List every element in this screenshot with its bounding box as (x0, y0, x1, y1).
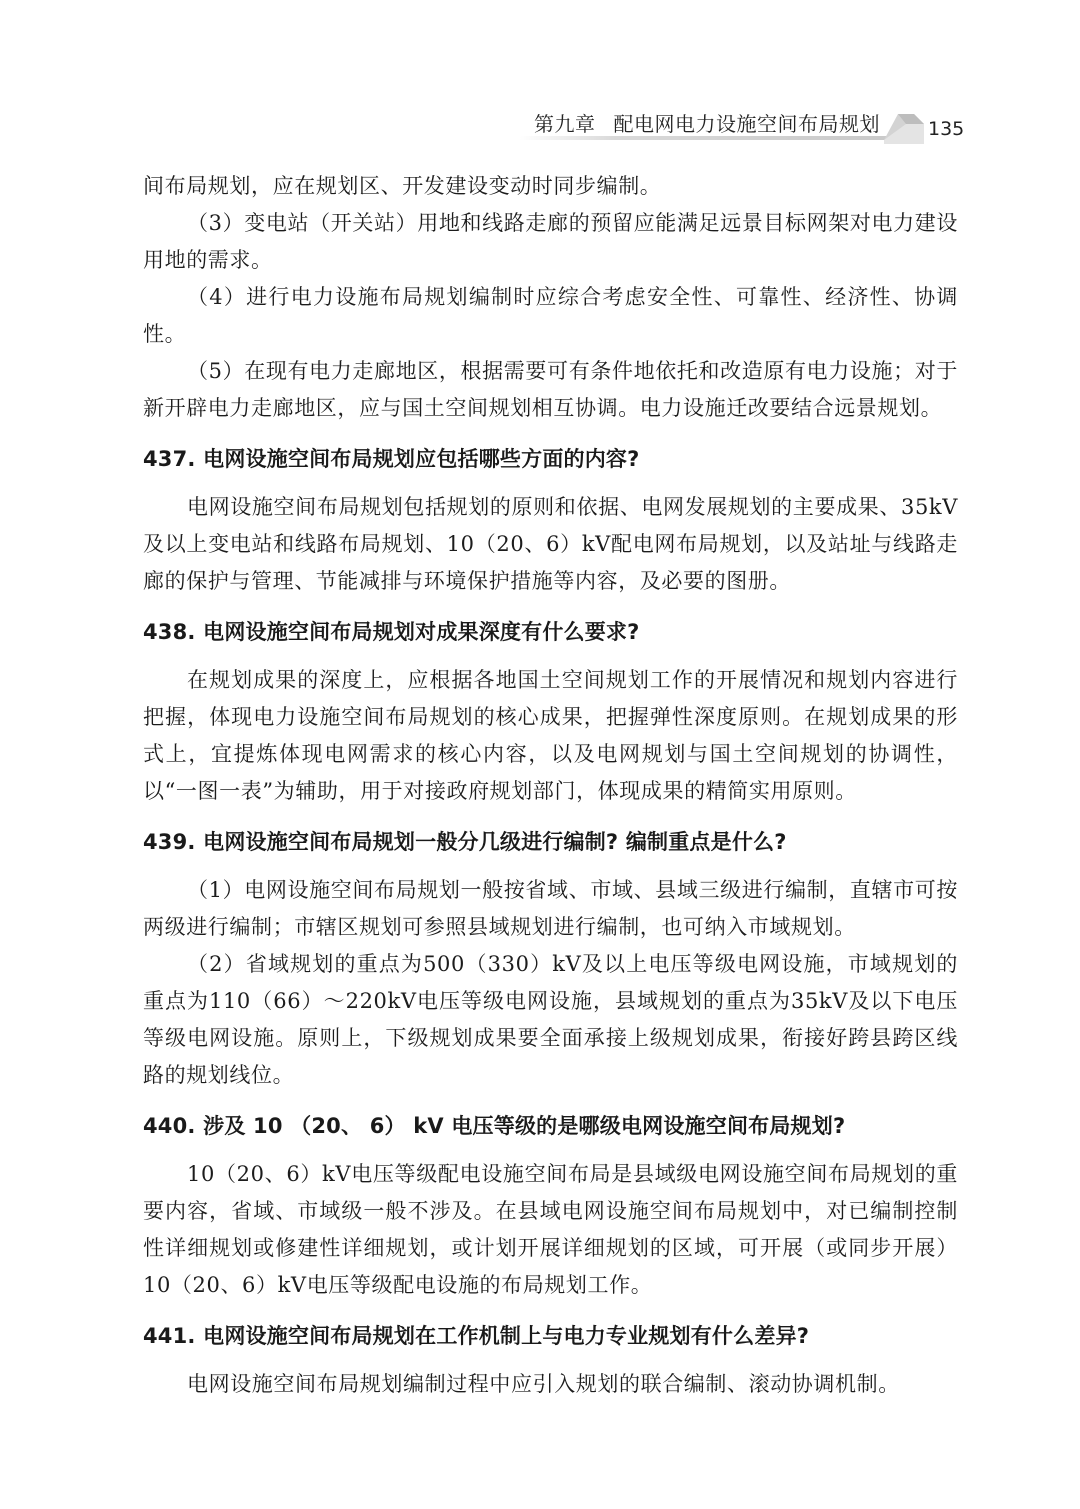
header-title (534, 108, 880, 137)
paragraph: （4）进行电力设施布局规划编制时应综合考虑安全性、可靠性、经济性、协调性。 (143, 285, 958, 346)
header-chapter-title: 配电网电力设施空间布局规划 (613, 112, 880, 136)
question-heading: 441. 电网设施空间布局规划在工作机制上与电力专业规划有什么差异? (143, 1324, 810, 1348)
paragraph: （2）省域规划的重点为500（330）kV及以上电压等级电网设施，市域规划的重点为110（66）～220kV电压等级电网设施，县域规划的重点为35kV及以下电压等级电网设施。原则上，下级规划成果要全面承接上级规划成果，衔接好跨县跨区线路的规划线位。 (143, 952, 958, 1087)
header-chapter: 第九章 (534, 112, 596, 136)
paragraph: 间布局规划，应在规划区、开发建设变动时同步编制。 (143, 174, 662, 198)
paragraph: （5）在现有电力走廊地区，根据需要可有条件地依托和改造原有电力设施；对于新开辟电力走廊地区，应与国土空间规划相互协调。电力设施迁改要结合远景规划。 (143, 359, 958, 420)
question-heading: 438. 电网设施空间布局规划对成果深度有什么要求? (143, 620, 640, 644)
paragraph: 电网设施空间布局规划编制过程中应引入规划的联合编制、滚动协调机制。 (187, 1372, 900, 1396)
page-content (143, 168, 958, 1403)
paragraph: （3）变电站（开关站）用地和线路走廊的预留应能满足远景目标网架对电力建设用地的需求。 (143, 211, 958, 272)
page-number: 135 (928, 118, 965, 140)
question-heading: 439. 电网设施空间布局规划一般分几级进行编制? 编制重点是什么? (143, 830, 787, 854)
question-heading: 440. 涉及 10 （20、 6） kV 电压等级的是哪级电网设施空间布局规划? (143, 1114, 846, 1138)
paragraph: 在规划成果的深度上，应根据各地国土空间规划工作的开展情况和规划内容进行把握，体现电力设施空间布局规划的核心成果，把握弹性深度原则。在规划成果的形式上，宜提炼体现电网需求的核心内容，以及电网规划与国土空间规划的协调性，以“一图一表”为辅助，用于对接政府规划部门，体现成果的精简实用原则。 (143, 668, 958, 803)
paragraph: 电网设施空间布局规划包括规划的原则和依据、电网发展规划的主要成果、35kV及以上变电站和线路布局规划、10（20、6）kV配电网布局规划，以及站址与线路走廊的保护与管理、节能减排与环境保护措施等内容，及必要的图册。 (143, 495, 958, 593)
header-tab-icon (884, 110, 924, 144)
header-rule (520, 136, 900, 140)
question-heading: 437. 电网设施空间布局规划应包括哪些方面的内容? (143, 447, 640, 471)
paragraph: （1）电网设施空间布局规划一般按省域、市域、县域三级进行编制，直辖市可按两级进行编制；市辖区规划可参照县域规划进行编制，也可纳入市域规划。 (143, 878, 958, 939)
paragraph: 10（20、6）kV电压等级配电设施空间布局是县域级电网设施空间布局规划的重要内容，省域、市域级一般不涉及。在县域电网设施空间布局规划中，对已编制控制性详细规划或修建性详细规划，或计划开展详细规划的区域，可开展（或同步开展）10（20、6）kV电压等级配电设施的布局规划工作。 (143, 1162, 958, 1297)
running-header (0, 100, 1080, 150)
